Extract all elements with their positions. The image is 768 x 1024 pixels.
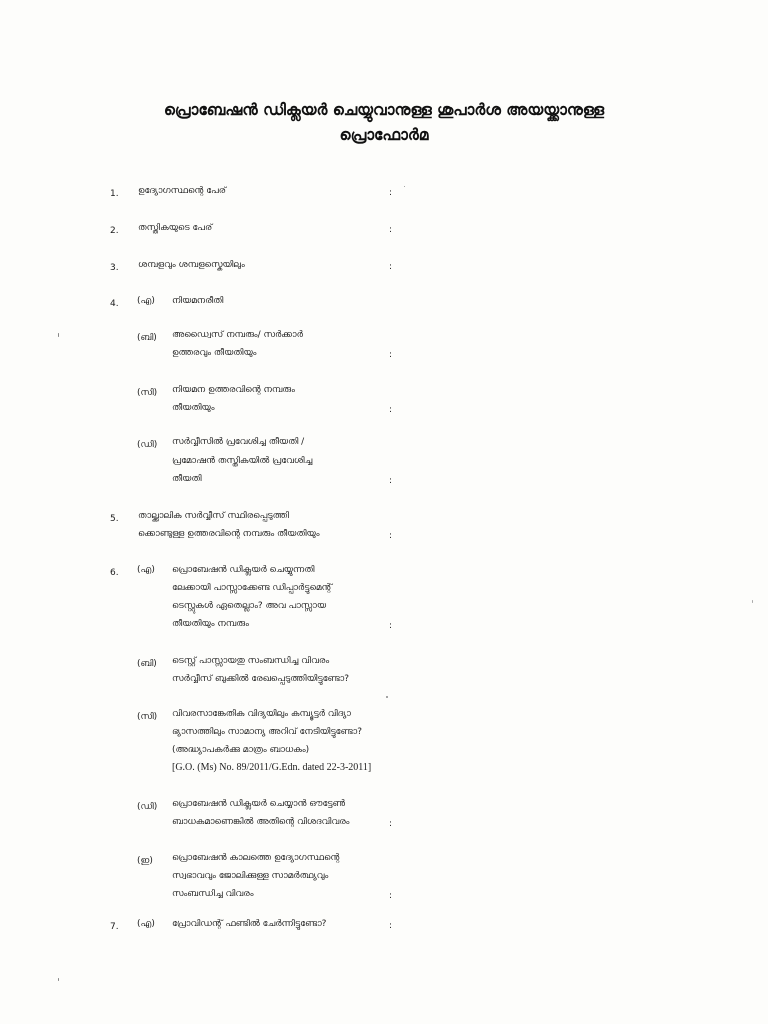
item-4c-label: (സി) (137, 388, 158, 398)
item-7a-text: പ്രോവിഡന്റ് ഫണ്ടിൽ ചേർന്നിട്ടുണ്ടോ? (172, 919, 327, 929)
colon: : (389, 819, 393, 829)
item-6c-text-2: ഭ്യാസത്തിലും സാമാന്യ അറിവ് നേടിയിട്ടുണ്ടോ? (172, 727, 362, 737)
scan-speck (386, 696, 388, 698)
item-6c-text-1: വിവരസാങ്കേതിക വിദ്യയിലും കമ്പ്യൂട്ടർ വിദ്യാ (172, 709, 351, 719)
item-7a-label: (എ) (137, 919, 155, 929)
item-4a-label: (എ) (137, 296, 155, 306)
colon: : (389, 891, 393, 901)
item-6e-text-2: സ്വഭാവവും ജോലിക്കുള്ള സാമർത്ഥ്യവും (172, 871, 329, 881)
item-6d-label: (ഡി) (137, 802, 158, 812)
item-number-2: 2. (110, 226, 119, 236)
scan-speck (404, 186, 405, 187)
document-title: പ്രൊബേഷൻ ഡിക്ലയർ ചെയ്യുവാനുള്ള ശുപാർശ അയയ്ക്കാനുള്ള (163, 101, 605, 119)
item-4a-text: നിയമനരീതി (172, 296, 224, 306)
colon: : (389, 621, 393, 631)
item-6a-label: (എ) (137, 565, 155, 575)
scan-speck (58, 978, 59, 981)
item-6a-text-3: ടെസ്റ്റുകൾ ഏതെല്ലാം? അവ പാസ്സായ (172, 601, 327, 611)
item-4c-text-1: നിയമന ഉത്തരവിന്റെ നമ്പരും (172, 385, 295, 395)
document-subtitle: പ്രൊഫോർമ (339, 126, 429, 144)
colon: : (389, 476, 393, 486)
item-number-6: 6. (110, 568, 119, 578)
item-number-3: 3. (110, 263, 119, 273)
item-6e-text-3: സംബന്ധിച്ച വിവരം (172, 889, 254, 899)
item-6b-label: (ബി) (137, 659, 157, 669)
colon: : (389, 405, 393, 415)
item-6a-text-1: പ്രൊബേഷൻ ഡിക്ലയർ ചെയ്യുന്നതി (172, 565, 315, 575)
item-6c-text-3: (അദ്ധ്യാപകർക്കു മാത്രം ബാധകം) (172, 745, 310, 755)
colon: : (389, 225, 393, 235)
scan-speck (752, 600, 753, 603)
item-1-text: ഉദ്യോഗസ്ഥന്റെ പേര് (138, 186, 226, 196)
item-number-1: 1. (110, 189, 119, 199)
item-4b-label: (ബി) (137, 333, 157, 343)
item-6a-text-4: തീയതിയും നമ്പരും (172, 619, 249, 629)
item-6c-label: (സി) (137, 712, 158, 722)
colon: : (389, 350, 393, 360)
item-number-5: 5. (110, 514, 119, 524)
item-2-text: തസ്തികയുടെ പേര് (138, 223, 213, 233)
item-6d-text-1: പ്രൊബേഷൻ ഡിക്ലയർ ചെയ്യാൻ ഔട്ടേൺ (172, 799, 346, 809)
item-5-text-1: താല്ക്കാലിക സർവ്വീസ് സ്ഥിരപ്പെടുത്തി (138, 511, 289, 521)
colon: : (389, 188, 393, 198)
item-4d-label: (ഡി) (137, 440, 158, 450)
item-3-text: ശമ്പളവും ശമ്പളസ്കെയിലും (138, 260, 245, 270)
item-6e-text-1: പ്രൊബേഷൻ കാലത്തെ ഉദ്യോഗസ്ഥന്റെ (172, 853, 340, 863)
colon: : (389, 921, 393, 931)
item-4b-text-2: ഉത്തരവും തീയതിയും (172, 348, 257, 358)
item-4d-text-2: പ്രമോഷൻ തസ്തികയിൽ പ്രവേശിച്ച (172, 456, 313, 466)
item-4d-text-3: തീയതി (172, 474, 202, 484)
item-4d-text-1: സർവ്വീസിൽ പ്രവേശിച്ച തീയതി / (172, 437, 305, 447)
colon: : (389, 531, 393, 541)
item-6e-label: (ഇ) (137, 856, 153, 866)
item-number-4: 4. (110, 299, 119, 309)
item-4b-text-1: അഡ്വൈസ് നമ്പരും/ സർക്കാർ (172, 330, 303, 340)
item-6b-text-1: ടെസ്റ്റ് പാസ്സായതു സംബന്ധിച്ച വിവരം (172, 656, 330, 666)
item-6b-text-2: സർവ്വീസ് ബുക്കിൽ രേഖപ്പെടുത്തിയിട്ടുണ്ടോ? (172, 674, 349, 684)
item-4c-text-2: തീയതിയും (172, 403, 215, 413)
item-6d-text-2: ബാധകമാണെങ്കിൽ അതിന്റെ വിശദവിവരം (172, 817, 350, 827)
item-6c-go-reference: [G.O. (Ms) No. 89/2011/G.Edn. dated 22-3-2011] (172, 762, 372, 773)
colon: : (389, 262, 393, 272)
item-number-7: 7. (110, 922, 119, 932)
item-6a-text-2: ലേക്കായി പാസ്സാക്കേണ്ട ഡിപ്പാർട്ടുമെന്റ് (172, 583, 333, 593)
item-5-text-2: ക്കൊണ്ടുള്ള ഉത്തരവിന്റെ നമ്പരും തീയതിയും (138, 529, 320, 539)
scan-speck (58, 333, 59, 337)
